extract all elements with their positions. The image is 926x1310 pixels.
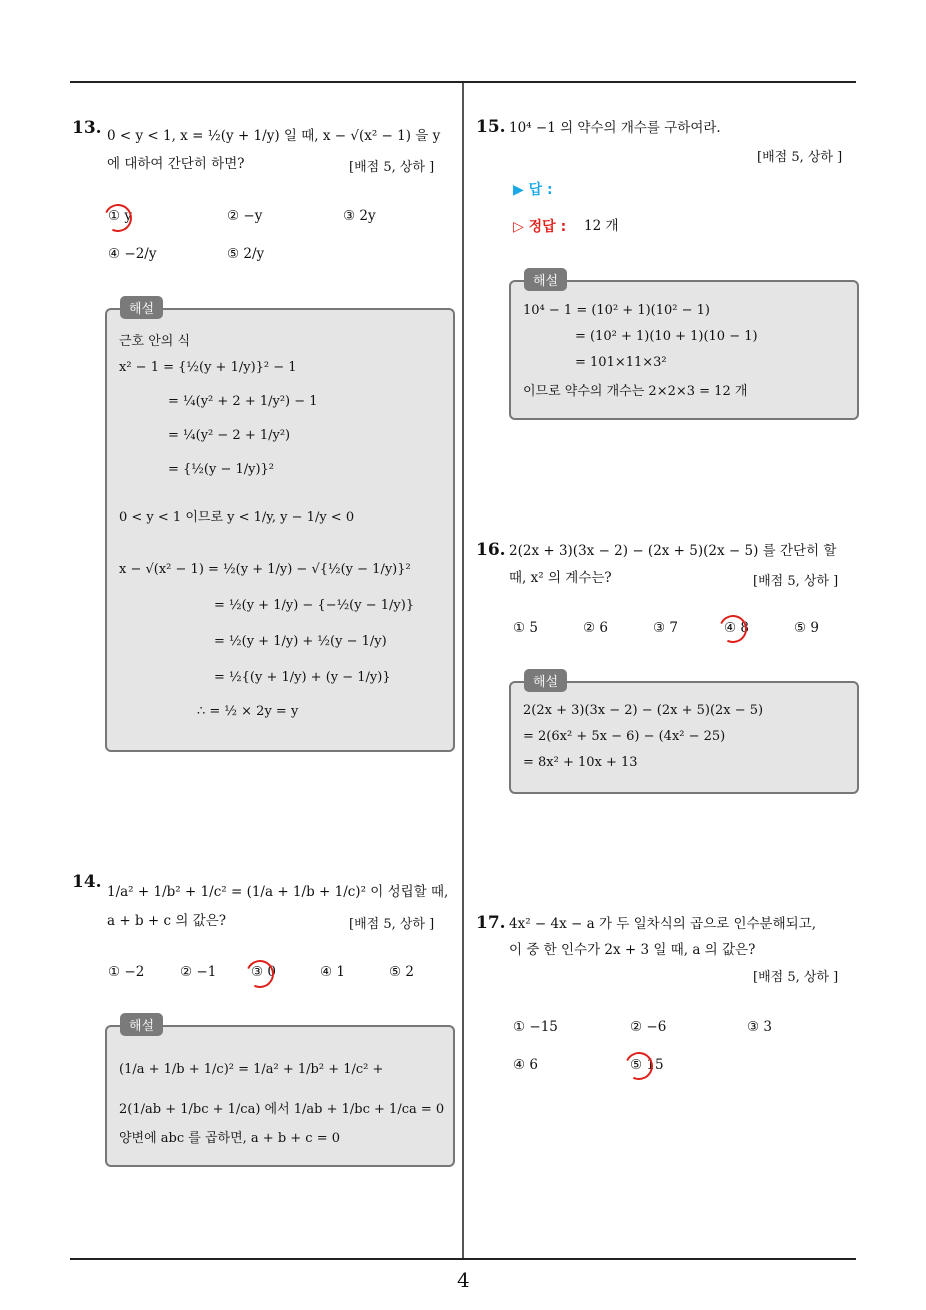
q13-sol-line: x² − 1 = {½(y + 1/y)}² − 1 <box>119 360 297 375</box>
q14-sol-line: (1/a + 1/b + 1/c)² = 1/a² + 1/b² + 1/c² + <box>119 1062 384 1077</box>
q16-choice-2[interactable]: ② 6 <box>583 620 608 636</box>
q14-answer-mark <box>242 956 278 992</box>
question-17-line2: 이 중 한 인수가 2x + 3 일 때, a 의 값은? <box>509 942 756 958</box>
q16-answer-mark <box>715 611 751 647</box>
q13-sol-line: = ½{(y + 1/y) + (y − 1/y)} <box>214 670 391 685</box>
q14-choice-5[interactable]: ⑤ 2 <box>389 964 414 980</box>
q15-sol-line: = 101×11×3² <box>575 355 667 370</box>
q14-choice-1[interactable]: ① −2 <box>108 964 145 980</box>
q17-choice-5[interactable]: ⑤ 15 <box>630 1057 664 1073</box>
q16-sol-line: 2(2x + 3)(3x − 2) − (2x + 5)(2x − 5) <box>523 703 764 718</box>
q13-choice-1[interactable]: ① y <box>108 208 133 224</box>
question-17-points: [배점 5, 상하 ] <box>753 970 839 985</box>
q13-sol-line: x − √(x² − 1) = ½(y + 1/y) − √{½(y − 1/y)}² <box>119 562 411 577</box>
question-17-line1: 4x² − 4x − a 가 두 일차식의 곱으로 인수분해되고, <box>509 916 817 932</box>
question-15-number: 15. <box>476 117 506 137</box>
question-15-points: [배점 5, 상하 ] <box>757 150 843 165</box>
q14-choice-3[interactable]: ③ 0 <box>251 964 276 980</box>
q13-sol-line: = ½(y + 1/y) + ½(y − 1/y) <box>214 634 387 649</box>
question-14-number: 14. <box>72 872 102 892</box>
question-14-points: [배점 5, 상하 ] <box>349 917 435 932</box>
q17-choice-2[interactable]: ② −6 <box>630 1019 667 1035</box>
q13-choice-5[interactable]: ⑤ 2/y <box>227 246 265 262</box>
q13-sol-line: = ½(y + 1/y) − {−½(y − 1/y)} <box>214 598 415 613</box>
question-13-line1: 0 < y < 1, x = ½(y + 1/y) 일 때, x − √(x² − 1) 을 y <box>107 128 441 144</box>
q16-sol-line: = 2(6x² + 5x − 6) − (4x² − 25) <box>523 729 726 744</box>
q15-correct-value: 12 개 <box>584 218 619 234</box>
question-16-points: [배점 5, 상하 ] <box>753 574 839 589</box>
q13-answer-mark <box>100 200 136 236</box>
question-16-line1: 2(2x + 3)(3x − 2) − (2x + 5)(2x − 5) 를 간단히 할 <box>509 543 837 559</box>
q13-choice-3[interactable]: ③ 2y <box>343 208 376 224</box>
q15-solution-tab: 해설 <box>524 268 567 291</box>
q16-solution-tab: 해설 <box>524 669 567 692</box>
column-divider <box>462 83 464 1259</box>
q13-sol-line: 근호 안의 식 <box>119 334 191 349</box>
q17-choice-4[interactable]: ④ 6 <box>513 1057 538 1073</box>
q14-solution-tab: 해설 <box>120 1013 163 1036</box>
question-15-line1: 10⁴ −1 의 약수의 개수를 구하여라. <box>509 120 721 136</box>
page-number: 4 <box>457 1268 470 1292</box>
q15-sol-line: 이므로 약수의 개수는 2×2×3 = 12 개 <box>523 384 748 399</box>
q16-choice-1[interactable]: ① 5 <box>513 620 538 636</box>
q13-choice-2[interactable]: ② −y <box>227 208 263 224</box>
question-14-line2: a + b + c 의 값은? <box>107 913 226 929</box>
q14-choice-4[interactable]: ④ 1 <box>320 964 345 980</box>
q15-correct-label: ▷ 정답 : <box>513 219 567 235</box>
question-17-number: 17. <box>476 913 506 933</box>
question-16-number: 16. <box>476 540 506 560</box>
q15-sol-line: = (10² + 1)(10 + 1)(10 − 1) <box>575 329 758 344</box>
question-13-line2: 에 대하여 간단히 하면? <box>107 156 245 172</box>
q16-choice-4[interactable]: ④ 8 <box>724 620 749 636</box>
q13-solution-tab: 해설 <box>120 296 163 319</box>
question-16-line2: 때, x² 의 계수는? <box>509 570 612 586</box>
question-14-line1: 1/a² + 1/b² + 1/c² = (1/a + 1/b + 1/c)² 이 성립할 때, <box>107 884 449 900</box>
q13-sol-line: 0 < y < 1 이므로 y < 1/y, y − 1/y < 0 <box>119 510 355 525</box>
q13-choice-4[interactable]: ④ −2/y <box>108 246 157 262</box>
q14-sol-line: 2(1/ab + 1/bc + 1/ca) 에서 1/ab + 1/bc + 1/ca = 0 <box>119 1102 445 1117</box>
q13-sol-line: = ¼(y² + 2 + 1/y²) − 1 <box>168 394 318 409</box>
q14-choice-2[interactable]: ② −1 <box>180 964 217 980</box>
q13-sol-line: = ¼(y² − 2 + 1/y²) <box>168 428 291 443</box>
bottom-rule <box>70 1258 856 1260</box>
q17-choice-1[interactable]: ① −15 <box>513 1019 558 1035</box>
question-13-number: 13. <box>72 118 102 138</box>
q15-answer-label: ▶ 답 : <box>513 182 553 198</box>
q16-choice-5[interactable]: ⑤ 9 <box>794 620 819 636</box>
question-13-points: [배점 5, 상하 ] <box>349 160 435 175</box>
q17-answer-mark <box>621 1048 657 1084</box>
q15-solution-box <box>509 280 859 420</box>
q13-sol-line: ∴ = ½ × 2y = y <box>197 704 299 719</box>
q16-sol-line: = 8x² + 10x + 13 <box>523 755 638 770</box>
q14-sol-line: 양변에 abc 를 곱하면, a + b + c = 0 <box>119 1131 341 1146</box>
q15-sol-line: 10⁴ − 1 = (10² + 1)(10² − 1) <box>523 303 710 318</box>
q16-choice-3[interactable]: ③ 7 <box>653 620 678 636</box>
q13-sol-line: = {½(y − 1/y)}² <box>168 462 275 477</box>
q17-choice-3[interactable]: ③ 3 <box>747 1019 772 1035</box>
